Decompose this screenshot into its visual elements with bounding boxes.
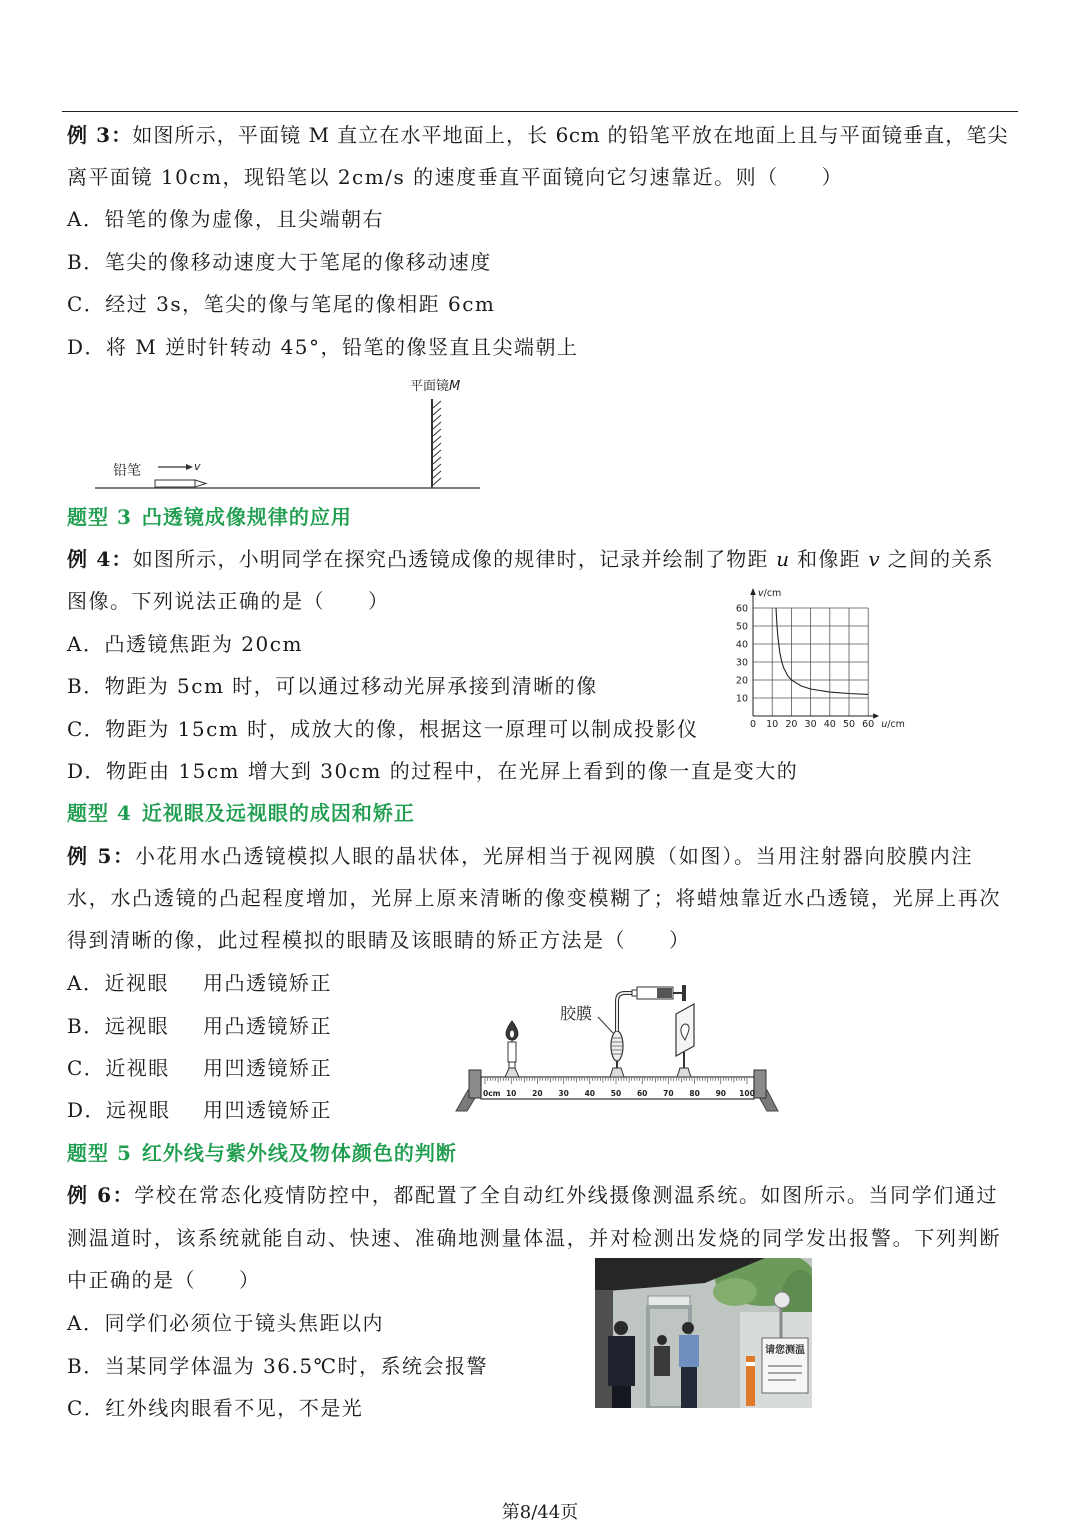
section3-label: 题型 3 bbox=[67, 505, 132, 529]
option-method: 用凸透镜矫正 bbox=[203, 1014, 332, 1038]
example5-option-a bbox=[67, 971, 332, 995]
scale-label: 40 bbox=[584, 1089, 596, 1098]
option-letter: C． bbox=[67, 1056, 106, 1080]
example4-label: 例 4： bbox=[67, 547, 133, 571]
section3-heading bbox=[67, 505, 352, 529]
bench-left-end bbox=[469, 1070, 481, 1098]
mirror-label-text: 平面镜 bbox=[410, 379, 450, 394]
candle-stand bbox=[505, 1068, 519, 1077]
scale-label: 20 bbox=[532, 1089, 543, 1098]
example3-option-b: B．笔尖的像移动速度大于笔尾的像移动速度 bbox=[67, 250, 492, 274]
syringe-tube bbox=[617, 993, 633, 1031]
bench-right-end bbox=[754, 1070, 766, 1098]
candle-flame-core bbox=[510, 1031, 514, 1038]
option-letter: D． bbox=[67, 1098, 107, 1122]
temperature-check-photo bbox=[595, 1258, 812, 1408]
option-method: 用凹透镜矫正 bbox=[203, 1098, 332, 1122]
example6-stem-line2: 测温道时，该系统就能自动、快速、准确地测量体温，并对检测出发烧的同学发出报警。下列判断 bbox=[67, 1226, 1000, 1250]
photo-sign-text: 请您测温 bbox=[765, 1345, 805, 1356]
x-tick-label: 30 bbox=[804, 719, 817, 730]
y-axis-label-symbol: v bbox=[758, 588, 764, 599]
photo-student-head bbox=[682, 1322, 694, 1334]
example4-stem-seg: 如图所示，小明同学在探究凸透镜成像的规律时，记录并绘制了物距 bbox=[132, 547, 777, 571]
example6-stem-text-1: 学校在常态化疫情防控中，都配置了全自动红外线摄像测温系统。如图所示。当同学们通过 bbox=[134, 1183, 997, 1207]
option-method: 用凹透镜矫正 bbox=[203, 1056, 332, 1080]
example3-option-c: C．经过 3s，笔尖的像与笔尾的像相距 6cm bbox=[67, 292, 496, 316]
x-axis-arrow bbox=[873, 713, 879, 719]
example5-stem-line1 bbox=[67, 844, 972, 868]
mirror-pencil-figure bbox=[90, 372, 490, 497]
thermal-camera-icon bbox=[774, 1292, 790, 1308]
scale-label: 50 bbox=[610, 1089, 622, 1098]
photo-trees bbox=[713, 1278, 757, 1306]
membrane-leader-line bbox=[598, 1017, 613, 1033]
section5-heading bbox=[67, 1141, 457, 1165]
velocity-symbol: v bbox=[194, 460, 201, 473]
uv-graph bbox=[730, 582, 910, 732]
y-tick-label: 60 bbox=[735, 603, 748, 615]
x-axis-label: u/cm bbox=[881, 719, 905, 730]
velocity-arrowhead bbox=[186, 464, 193, 470]
option-eye: 近视眼 bbox=[104, 971, 169, 995]
example6-option-a: A．同学们必须位于镜头焦距以内 bbox=[67, 1311, 384, 1335]
example3-stem-text-1: 如图所示，平面镜 M 直立在水平地面上，长 6cm 的铅笔平放在地面上且与平面镜垂直，笔尖 bbox=[132, 123, 1008, 147]
scale-label: 60 bbox=[636, 1089, 648, 1098]
x-tick-label: 20 bbox=[785, 719, 798, 730]
option-eye: 近视眼 bbox=[105, 1056, 170, 1080]
scale-label: 30 bbox=[558, 1089, 569, 1098]
photo-guard-head bbox=[614, 1321, 628, 1335]
x-tick-label: 50 bbox=[842, 719, 856, 730]
y-axis-label: v/cm bbox=[758, 588, 782, 599]
example4-stem-seg: 之间的关系 bbox=[880, 547, 994, 571]
example3-stem-line1 bbox=[67, 123, 1008, 147]
option-letter: B． bbox=[67, 1014, 105, 1038]
example5-option-b bbox=[67, 1014, 332, 1038]
example4-stem-line1 bbox=[67, 547, 993, 571]
object-distance-symbol: u bbox=[776, 547, 790, 571]
syringe-tube-inner bbox=[617, 993, 633, 1031]
photo-student-shirt bbox=[679, 1335, 699, 1367]
example4-stem-line2: 图像。下列说法正确的是（ ） bbox=[67, 589, 390, 613]
x-axis-label-symbol: u bbox=[881, 719, 888, 730]
screen-stand bbox=[677, 1068, 691, 1077]
example4-option-c: C．物距为 15cm 时，成放大的像，根据这一原理可以制成投影仪 bbox=[67, 717, 699, 741]
example4-option-d: D．物距由 15cm 增大到 30cm 的过程中，在光屏上看到的像一直是变大的 bbox=[67, 759, 799, 783]
photo-guard-legs bbox=[612, 1386, 631, 1408]
y-tick-label: 10 bbox=[735, 693, 748, 705]
section5-label: 题型 5 bbox=[67, 1141, 132, 1165]
header-rule bbox=[62, 111, 1018, 112]
example4-option-b: B．物距为 5cm 时，可以通过移动光屏承接到清晰的像 bbox=[67, 674, 598, 698]
example3-option-d: D．将 M 逆时针转动 45°，铅笔的像竖直且尖端朝上 bbox=[67, 335, 579, 359]
photo-bollard-band bbox=[746, 1362, 755, 1366]
scale-label: 100 bbox=[739, 1089, 755, 1098]
option-eye: 远视眼 bbox=[104, 1014, 170, 1038]
option-eye: 远视眼 bbox=[106, 1098, 171, 1122]
syringe-handle bbox=[682, 985, 686, 1001]
pencil-label: 铅笔 bbox=[113, 463, 141, 479]
photo-person-head bbox=[657, 1335, 667, 1345]
syringe-plunger bbox=[657, 988, 672, 998]
example4-option-a: A．凸透镜焦距为 20cm bbox=[67, 632, 303, 656]
photo-student-legs bbox=[681, 1367, 697, 1408]
x-tick-label: 40 bbox=[823, 719, 836, 730]
example6-stem-line1 bbox=[67, 1183, 997, 1207]
optical-bench-figure bbox=[450, 975, 782, 1115]
pencil-tip bbox=[195, 480, 206, 487]
scale-label: 90 bbox=[715, 1089, 727, 1098]
example6-option-b: B．当某同学体温为 36.5℃时，系统会报警 bbox=[67, 1354, 488, 1378]
y-tick-label: 50 bbox=[735, 621, 748, 633]
photo-person-body bbox=[654, 1346, 670, 1376]
image-distance-symbol: v bbox=[868, 547, 881, 571]
example5-option-c bbox=[67, 1056, 332, 1080]
option-letter: A． bbox=[67, 971, 105, 995]
example3-stem-line2: 离平面镜 10cm，现铅笔以 2cm/s 的速度垂直平面镜向它匀速靠近。则（ ） bbox=[67, 165, 844, 189]
pencil-body bbox=[155, 480, 195, 487]
section4-title: 近视眼及远视眼的成因和矫正 bbox=[141, 801, 415, 825]
example5-stem-text-1: 小花用水凸透镜模拟人眼的晶状体，光屏相当于视网膜（如图）。当用注射器向胶膜内注 bbox=[134, 844, 972, 868]
option-method: 用凸透镜矫正 bbox=[203, 971, 332, 995]
example3-option-a: A．铅笔的像为虚像，且尖端朝右 bbox=[67, 207, 384, 231]
page-number: 第8/44页 bbox=[501, 1502, 579, 1523]
x-tick-label: 0 bbox=[749, 719, 757, 730]
syringe-nozzle bbox=[632, 990, 637, 996]
example6-option-c: C．红外线肉眼看不见，不是光 bbox=[67, 1396, 364, 1420]
y-tick-label: 40 bbox=[735, 639, 748, 651]
mirror-symbol: M bbox=[449, 379, 461, 394]
example5-stem-line2: 水，水凸透镜的凸起程度增加，光屏上原来清晰的像变模糊了；将蜡烛靠近水凸透镜，光屏上再次 bbox=[67, 886, 1000, 910]
x-tick-label: 10 bbox=[766, 719, 779, 730]
example3-label: 例 3： bbox=[67, 123, 133, 147]
scale-label: 70 bbox=[663, 1089, 674, 1098]
section4-heading bbox=[67, 801, 415, 825]
x-tick-label: 60 bbox=[862, 719, 875, 730]
example5-stem-line3: 得到清晰的像，此过程模拟的眼睛及该眼睛的矫正方法是（ ） bbox=[67, 928, 691, 952]
mirror-hatching bbox=[433, 401, 441, 485]
mirror-label bbox=[410, 378, 460, 394]
example5-label: 例 5： bbox=[67, 844, 135, 868]
y-tick-label: 30 bbox=[735, 657, 748, 669]
section5-title: 红外线与紫外线及物体颜色的判断 bbox=[141, 1141, 457, 1165]
uv-curve bbox=[776, 608, 868, 694]
y-axis-arrow bbox=[750, 588, 756, 595]
scale-label: 0cm bbox=[483, 1089, 501, 1098]
example5-option-d bbox=[67, 1098, 332, 1122]
candle bbox=[508, 1042, 516, 1062]
scale-label: 80 bbox=[689, 1089, 700, 1098]
example6-stem-line3: 中正确的是（ ） bbox=[67, 1268, 261, 1292]
photo-guard-body bbox=[608, 1336, 635, 1386]
scale-label: 10 bbox=[505, 1089, 517, 1098]
example6-label: 例 6： bbox=[67, 1183, 135, 1207]
example4-stem-seg: 和像距 bbox=[789, 547, 869, 571]
y-tick-label: 20 bbox=[735, 675, 748, 687]
section4-label: 题型 4 bbox=[67, 801, 132, 825]
membrane-label: 胶膜 bbox=[560, 1004, 593, 1023]
lens-stand bbox=[610, 1068, 624, 1077]
section3-title: 凸透镜成像规律的应用 bbox=[141, 505, 352, 529]
